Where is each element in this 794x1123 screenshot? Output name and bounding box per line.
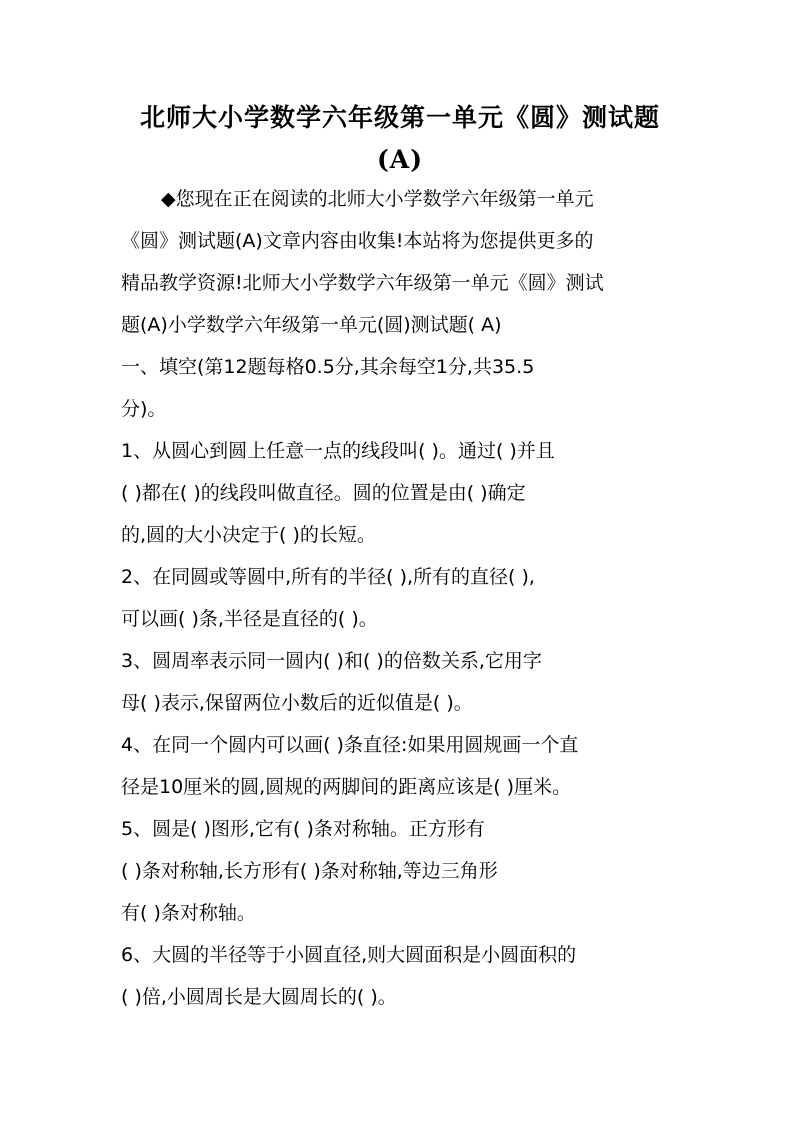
question-5-line-3: 有( )条对称轴。 <box>121 902 256 924</box>
question-5-line-2: ( )条对称轴,长方形有( )条对称轴,等边三角形 <box>121 860 498 882</box>
question-3-line-2: 母( )表示,保留两位小数后的近似值是( )。 <box>121 692 473 714</box>
document-title: 北师大小学数学六年级第一单元《圆》测试题 <box>139 103 660 132</box>
question-6-line-1: 6、大圆的半径等于小圆直径,则大圆面积是小圆面积的 <box>121 944 577 966</box>
question-2-line-2: 可以画( )条,半径是直径的( )。 <box>121 608 378 630</box>
question-6-line-2: ( )倍,小圆周长是大圆周长的( )。 <box>121 986 397 1008</box>
question-5-line-1: 5、圆是( )图形,它有( )条对称轴。正方形有 <box>121 818 485 840</box>
intro-line-1: ◆您现在正在阅读的北师大小学数学六年级第一单元 <box>161 188 594 210</box>
question-1-line-1: 1、从圆心到圆上任意一点的线段叫( )。通过( )并且 <box>121 440 555 462</box>
question-3-line-1: 3、圆周率表示同一圆内( )和( )的倍数关系,它用字 <box>121 650 542 672</box>
section-heading-line-1: 一、填空(第12题每格0.5分,其余每空1分,共35.5 <box>121 356 535 378</box>
intro-line-4: 题(A)小学数学六年级第一单元(圆)测试题( A) <box>121 314 502 336</box>
document-title-suffix: (A) <box>376 145 424 174</box>
document-body <box>121 178 681 1018</box>
question-2-line-1: 2、在同圆或等圆中,所有的半径( ),所有的直径( ), <box>121 566 535 588</box>
intro-line-3: 精品教学资源!北师大小学数学六年级第一单元《圆》测试 <box>121 272 604 294</box>
question-4-line-2: 径是10厘米的圆,圆规的两脚间的距离应该是( )厘米。 <box>121 776 572 798</box>
intro-line-2: 《圆》测试题(A)文章内容由收集!本站将为您提供更多的 <box>121 230 594 252</box>
question-4-line-1: 4、在同一个圆内可以画( )条直径:如果用圆规画一个直 <box>121 734 579 756</box>
section-heading-line-2: 分)。 <box>121 398 167 420</box>
question-1-line-3: 的,圆的大小决定于( )的长短。 <box>121 524 376 546</box>
question-1-line-2: ( )都在( )的线段叫做直径。圆的位置是由( )确定 <box>121 482 526 504</box>
